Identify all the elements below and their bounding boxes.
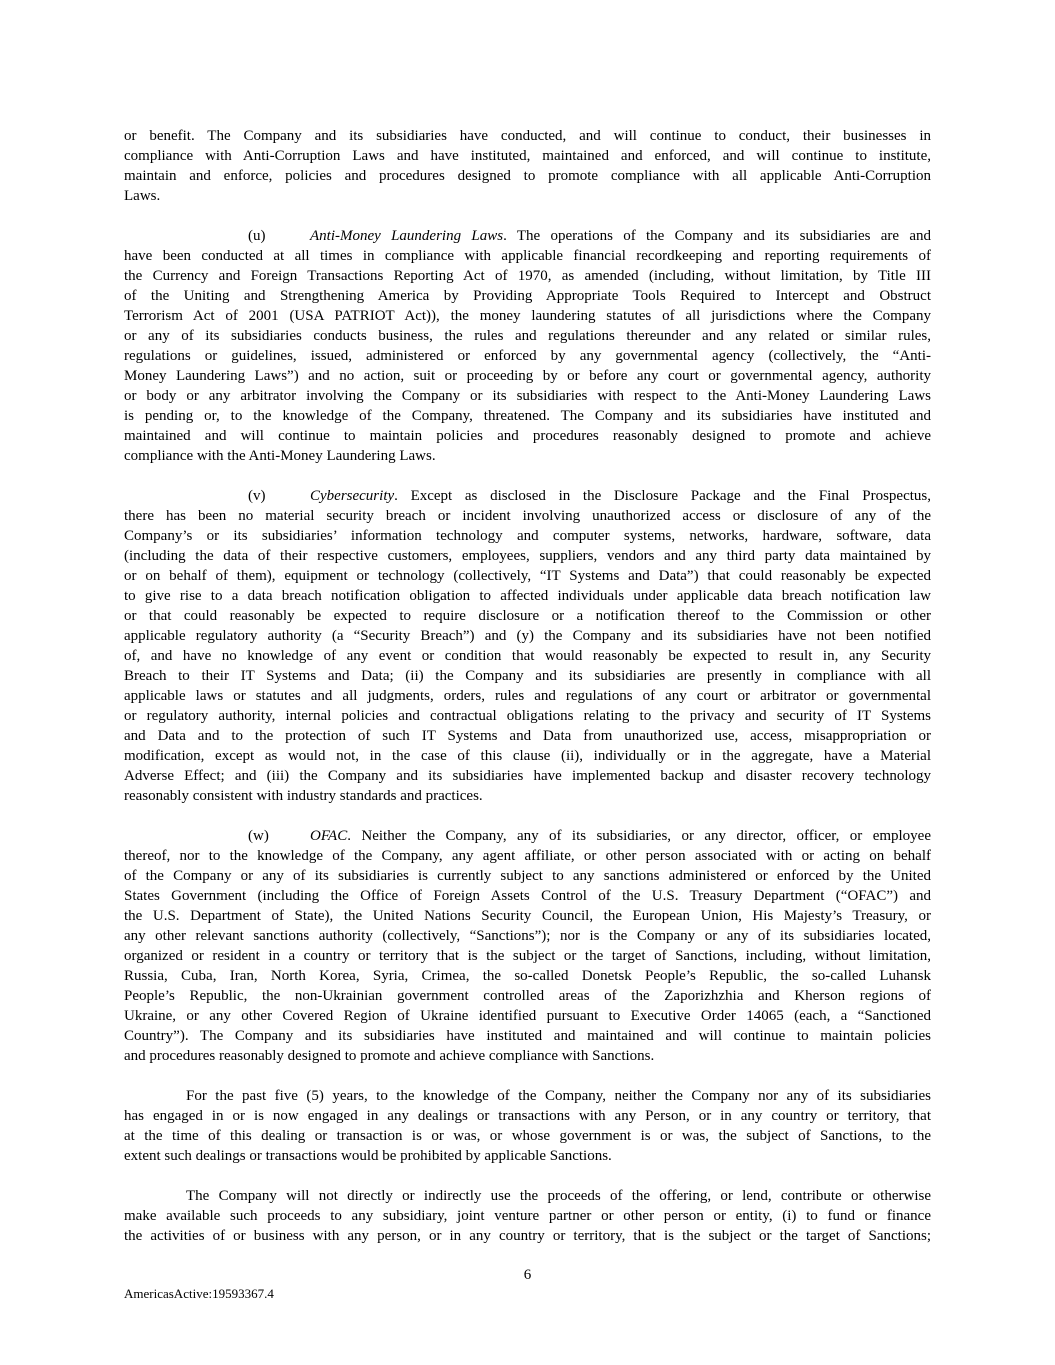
text-line: maintain and enforce, policies and procedures designed to promote compliance with all applicable Anti-Corruption — [124, 168, 931, 184]
text-line: has engaged in or is now engaged in any dealings or transactions with any Person, or in any country or territory, that — [124, 1108, 931, 1124]
paragraph — [124, 486, 931, 806]
text-line: or regulatory authority, internal policies and contractual obligations relating to the privacy and security of IT Systems — [124, 708, 931, 724]
paragraph — [124, 126, 931, 206]
section-title: OFAC — [310, 828, 348, 844]
text-line: or any of its subsidiaries conducts business, the rules and regulations thereunder and any related or similar rules, — [124, 328, 931, 344]
text-line: and procedures reasonably designed to promote and achieve compliance with Sanctions. — [124, 1048, 655, 1064]
text-line: or body or any arbitrator involving the Company or its subsidiaries with respect to the Anti-Money Laundering Laws — [124, 388, 931, 404]
text-line: of the Company or any of its subsidiaries is currently subject to any sanctions administered or enforced by the United — [124, 868, 931, 884]
text-line: the activities of or business with any person, or in any country or territory, that is the subject or the target of Sanctions; — [124, 1228, 931, 1244]
text-line: or benefit. The Company and its subsidiaries have conducted, and will continue to conduct, their businesses in — [124, 128, 931, 144]
text-line: and Data and to the protection of such IT Systems and Data from unauthorized use, access, misappropriation or — [124, 728, 931, 744]
section-heading-line — [124, 226, 931, 246]
text-line: at the time of this dealing or transaction is or was, or whose government is or was, the subject of Sanctions, to the — [124, 1128, 931, 1144]
text-line: is pending or, to the knowledge of the Company, threatened. The Company and its subsidiaries have instituted and — [124, 408, 931, 424]
text-line: Terrorism Act of 2001 (USA PATRIOT Act)), the money laundering statutes of all jurisdictions where the Company — [124, 308, 931, 324]
text-line: extent such dealings or transactions would be prohibited by applicable Sanctions. — [124, 1148, 612, 1164]
paragraph — [124, 1186, 931, 1246]
text-line: the U.S. Department of State), the United Nations Security Council, the European Union, His Majesty’s Treasury, or — [124, 908, 931, 924]
text-line: People’s Republic, the non-Ukrainian government controlled areas of the Zaporizhzhia and Kherson regions of — [124, 988, 931, 1004]
text-line: Ukraine, or any other Covered Region of Ukraine identified pursuant to Executive Order 14065 (each, a “Sanctioned — [124, 1008, 931, 1024]
paragraph — [124, 826, 931, 1066]
text-line: compliance with Anti-Corruption Laws and have instituted, maintained and enforced, and will continue to institute, — [124, 148, 931, 164]
section-label: (u) — [248, 228, 266, 244]
text-line: applicable regulatory authority (a “Security Breach”) and (y) the Company and its subsidiaries have not been notified — [124, 628, 931, 644]
text-line: (including the data of their respective customers, employees, suppliers, vendors and any third party data maintained by — [124, 548, 931, 564]
page-number: 6 — [523, 1267, 532, 1283]
section-title: Cybersecurity — [310, 488, 395, 504]
section-lead-text: . Neither the Company, any of its subsidiaries, or any director, officer, or employee — [347, 828, 931, 844]
text-line: Company’s or its subsidiaries’ information technology and computer systems, networks, hardware, software, data — [124, 528, 931, 544]
section-label: (v) — [248, 488, 266, 504]
text-line: the Currency and Foreign Transactions Reporting Act of 1970, as amended (including, without limitation, by Title III — [124, 268, 931, 284]
text-line: The Company will not directly or indirectly use the proceeds of the offering, or lend, contribute or otherwise — [186, 1188, 931, 1204]
section-heading-line — [124, 826, 931, 846]
text-line: applicable laws or statutes and all judgments, orders, rules and regulations of any court or arbitrator or governmental — [124, 688, 931, 704]
text-line: modification, except as would not, in the case of this clause (ii), individually or in the aggregate, have a Material — [124, 748, 931, 764]
paragraph — [124, 226, 931, 466]
text-line: States Government (including the Office of Foreign Assets Control of the U.S. Treasury Department (“OFAC”) and — [124, 888, 931, 904]
text-line: Laws. — [124, 188, 161, 204]
text-line: organized or resident in a country or territory that is the subject or the target of Sanctions, including, without limitation, — [124, 948, 931, 964]
text-line: Russia, Cuba, Iran, North Korea, Syria, Crimea, the so-called Donetsk People’s Republic, the so-called Luhansk — [124, 968, 931, 984]
text-line: there has been no material security breach or incident involving unauthorized access or disclosure of any of the — [124, 508, 931, 524]
document-id-footer: AmericasActive:19593367.4 — [124, 1286, 274, 1301]
section-heading-line — [124, 486, 931, 506]
text-line: reasonably consistent with industry standards and practices. — [124, 788, 483, 804]
text-line: of, and have no knowledge of any event or condition that would reasonably be expected to result in, any Security — [124, 648, 931, 664]
text-line: Breach to their IT Systems and Data; (ii) the Company and its subsidiaries are presently in compliance with all — [124, 668, 931, 684]
text-line: Adverse Effect; and (iii) the Company and its subsidiaries have implemented backup and disaster recovery technology — [124, 768, 931, 784]
text-line: or that could reasonably be expected to require disclosure or a notification thereof to the Commission or other — [124, 608, 931, 624]
section-label: (w) — [248, 828, 269, 844]
section-lead-text: . The operations of the Company and its subsidiaries are and — [503, 228, 931, 244]
text-line: make available such proceeds to any subsidiary, joint venture partner or other person or entity, (i) to fund or finance — [124, 1208, 931, 1224]
text-line: to give rise to a data breach notification obligation to affected individuals under applicable data breach notification law — [124, 588, 931, 604]
text-line: or on behalf of them), equipment or technology (collectively, “IT Systems and Data”) that could reasonably be expected — [124, 568, 931, 584]
text-line: maintained and will continue to maintain policies and procedures reasonably designed to promote and achieve — [124, 428, 931, 444]
section-title: Anti-Money Laundering Laws — [310, 228, 504, 244]
text-line: compliance with the Anti-Money Laundering Laws. — [124, 448, 436, 464]
text-line: regulations or guidelines, issued, administered or enforced by any governmental agency (collectively, the “Anti- — [124, 348, 931, 364]
paragraph — [124, 1086, 931, 1166]
text-line: any other relevant sanctions authority (collectively, “Sanctions”); nor is the Company or any of its subsidiaries located, — [124, 928, 931, 944]
text-line: Country”). The Company and its subsidiaries have instituted and maintained and will continue to maintain policies — [124, 1028, 931, 1044]
text-line: Money Laundering Laws”) and no action, suit or proceeding by or before any court or governmental agency, authority — [124, 368, 931, 384]
text-line: For the past five (5) years, to the knowledge of the Company, neither the Company nor any of its subsidiaries — [186, 1088, 931, 1104]
text-line: have been conducted at all times in compliance with applicable financial recordkeeping and reporting requirements of — [124, 248, 931, 264]
section-lead-text: . Except as disclosed in the Disclosure Package and the Final Prospectus, — [394, 488, 931, 504]
text-line: of the Uniting and Strengthening America by Providing Appropriate Tools Required to Intercept and Obstruct — [124, 288, 931, 304]
document-body — [124, 126, 931, 1266]
text-line: thereof, nor to the knowledge of the Company, any agent affiliate, or other person associated with or acting on behalf — [124, 848, 931, 864]
